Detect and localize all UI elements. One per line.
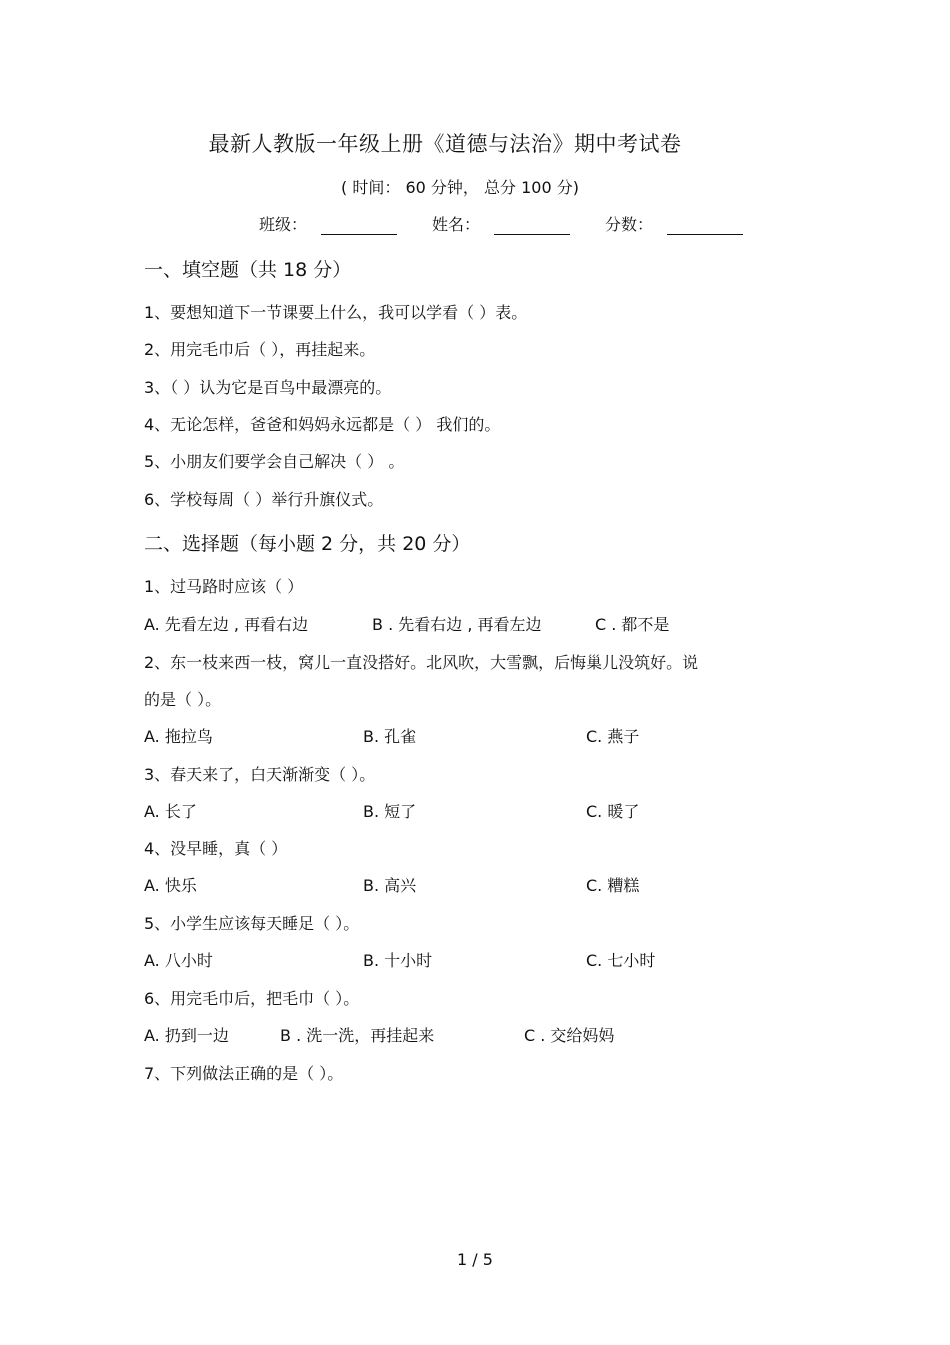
choice-question-4: 4、没早睡，真（ ） (144, 839, 288, 858)
class-field (259, 212, 397, 235)
score-blank (667, 216, 743, 235)
q6-option-b: B . 洗一洗，再挂起来 (280, 1026, 435, 1045)
q5-option-a: A. 八小时 (144, 951, 213, 970)
score-field (605, 212, 743, 235)
fill-question-6: 6、学校每周（ ）举行升旗仪式。 (144, 490, 384, 509)
choice-question-6: 6、用完毛巾后，把毛巾（ ）。 (144, 989, 360, 1008)
q1-option-a: A. 先看左边 , 再看右边 (144, 615, 309, 634)
choice-question-5: 5、小学生应该每天睡足（ ）。 (144, 914, 360, 933)
q4-option-a: A. 快乐 (144, 876, 197, 895)
class-label: 班级： (259, 215, 308, 234)
q3-option-c: C. 暖了 (586, 802, 640, 821)
choice-question-2-line-2: 的是（ ）。 (144, 690, 222, 709)
class-blank (321, 216, 397, 235)
q2-option-a: A. 拖拉鸟 (144, 727, 213, 746)
name-blank (494, 216, 570, 235)
section-2-title: 二、选择题（每小题 2 分，共 20 分） (144, 533, 471, 555)
choice-question-3: 3、春天来了，白天渐渐变（ ）。 (144, 765, 376, 784)
exam-subtitle: ( 时间： 60 分钟， 总分 100 分) (341, 178, 579, 197)
q6-option-c: C . 交给妈妈 (524, 1026, 615, 1045)
q3-option-b: B. 短了 (363, 802, 417, 821)
q2-option-c: C. 燕子 (586, 727, 640, 746)
fill-question-3: 3、（ ）认为它是百鸟中最漂亮的。 (144, 378, 392, 397)
q4-option-b: B. 高兴 (363, 876, 417, 895)
name-field (432, 212, 570, 235)
q3-option-a: A. 长了 (144, 802, 197, 821)
page-number: 1 / 5 (457, 1250, 493, 1269)
section-1-title: 一、填空题（共 18 分） (144, 259, 352, 281)
q5-option-c: C. 七小时 (586, 951, 656, 970)
fill-question-4: 4、无论怎样，爸爸和妈妈永远都是（ ） 我们的。 (144, 415, 501, 434)
choice-question-7: 7、下列做法正确的是（ ）。 (144, 1064, 344, 1083)
q2-option-b: B. 孔雀 (363, 727, 417, 746)
exam-title: 最新人教版一年级上册《道德与法治》期中考试卷 (208, 132, 682, 156)
q1-option-c: C . 都不是 (595, 615, 670, 634)
fill-question-5: 5、小朋友们要学会自己解决（ ） 。 (144, 452, 405, 471)
q4-option-c: C. 糟糕 (586, 876, 640, 895)
q5-option-b: B. 十小时 (363, 951, 433, 970)
score-label: 分数： (605, 215, 654, 234)
choice-question-1: 1、过马路时应该（ ） (144, 577, 304, 596)
q1-option-b: B . 先看右边 , 再看左边 (372, 615, 542, 634)
q6-option-a: A. 扔到一边 (144, 1026, 229, 1045)
name-label: 姓名： (432, 215, 481, 234)
fill-question-1: 1、要想知道下一节课要上什么，我可以学看（ ）表。 (144, 303, 528, 322)
fill-question-2: 2、用完毛巾后（ ），再挂起来。 (144, 340, 376, 359)
choice-question-2-line-1: 2、东一枝来西一枝，窝儿一直没搭好。北风吹，大雪飘，后悔巢儿没筑好。说 (144, 653, 699, 672)
